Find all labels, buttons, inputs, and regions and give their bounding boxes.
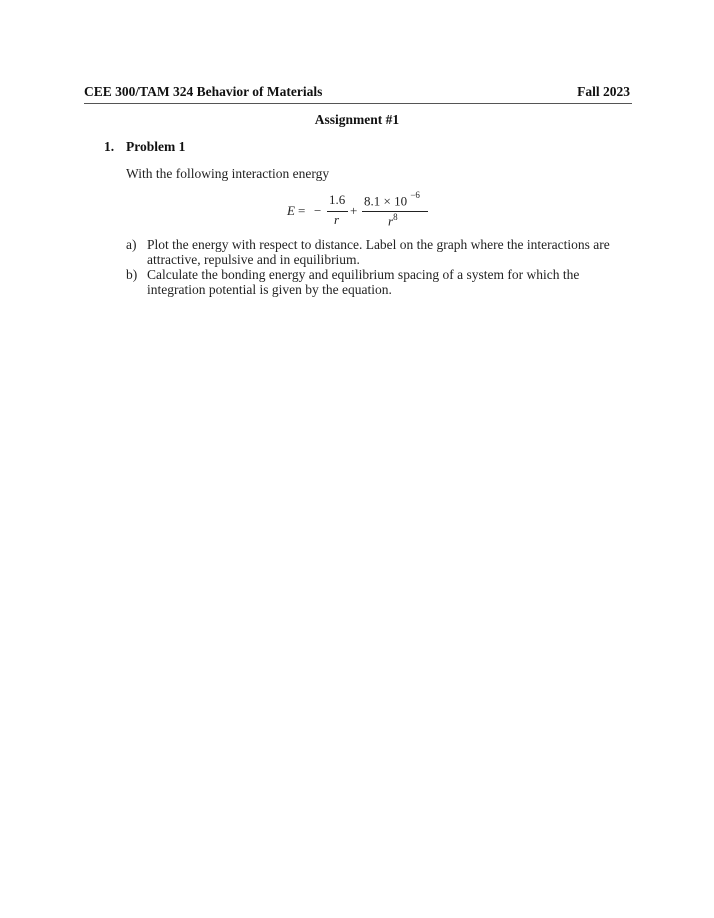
list-item [126,267,636,297]
part-marker: a) [126,237,137,252]
fraction2-denominator [388,212,398,229]
problem-intro: With the following interaction energy [126,166,330,181]
part-text: Plot the energy with respect to distance. Label on the graph where the interactions are attractive, repulsive and in equilibrium. [147,237,610,267]
problem-number: 1. [104,139,115,154]
fraction2-numerator-base: 8.1 × 10 [364,193,408,209]
problem-heading [104,139,185,155]
equation-plus-sign: + [350,203,358,218]
equation-equals-sign: = [298,203,306,218]
fraction2-denominator-exponent: 8 [393,212,398,222]
part-marker: b) [126,267,138,282]
assignment-title: Assignment #1 [314,112,400,127]
part-text: Calculate the bonding energy and equilibrium spacing of a system for which the integration potential is given by the equation. [147,267,580,297]
course-title: CEE 300/TAM 324 Behavior of Materials [84,84,323,99]
equation-lhs: E [287,203,295,218]
fraction2-denominator-base: r [388,213,394,229]
fraction2-numerator [364,192,420,209]
fraction1-numerator: 1.6 [329,192,346,207]
fraction1-denominator: r [334,212,340,227]
interaction-energy-equation [250,192,470,232]
fraction2-numerator-exponent: −6 [410,190,420,200]
equation-minus-sign: − [314,203,322,218]
problem-title: Problem 1 [126,139,186,154]
list-item [126,237,636,267]
problem-parts-list [126,237,636,297]
document-header [84,84,632,104]
term-label: Fall 2023 [577,84,630,99]
